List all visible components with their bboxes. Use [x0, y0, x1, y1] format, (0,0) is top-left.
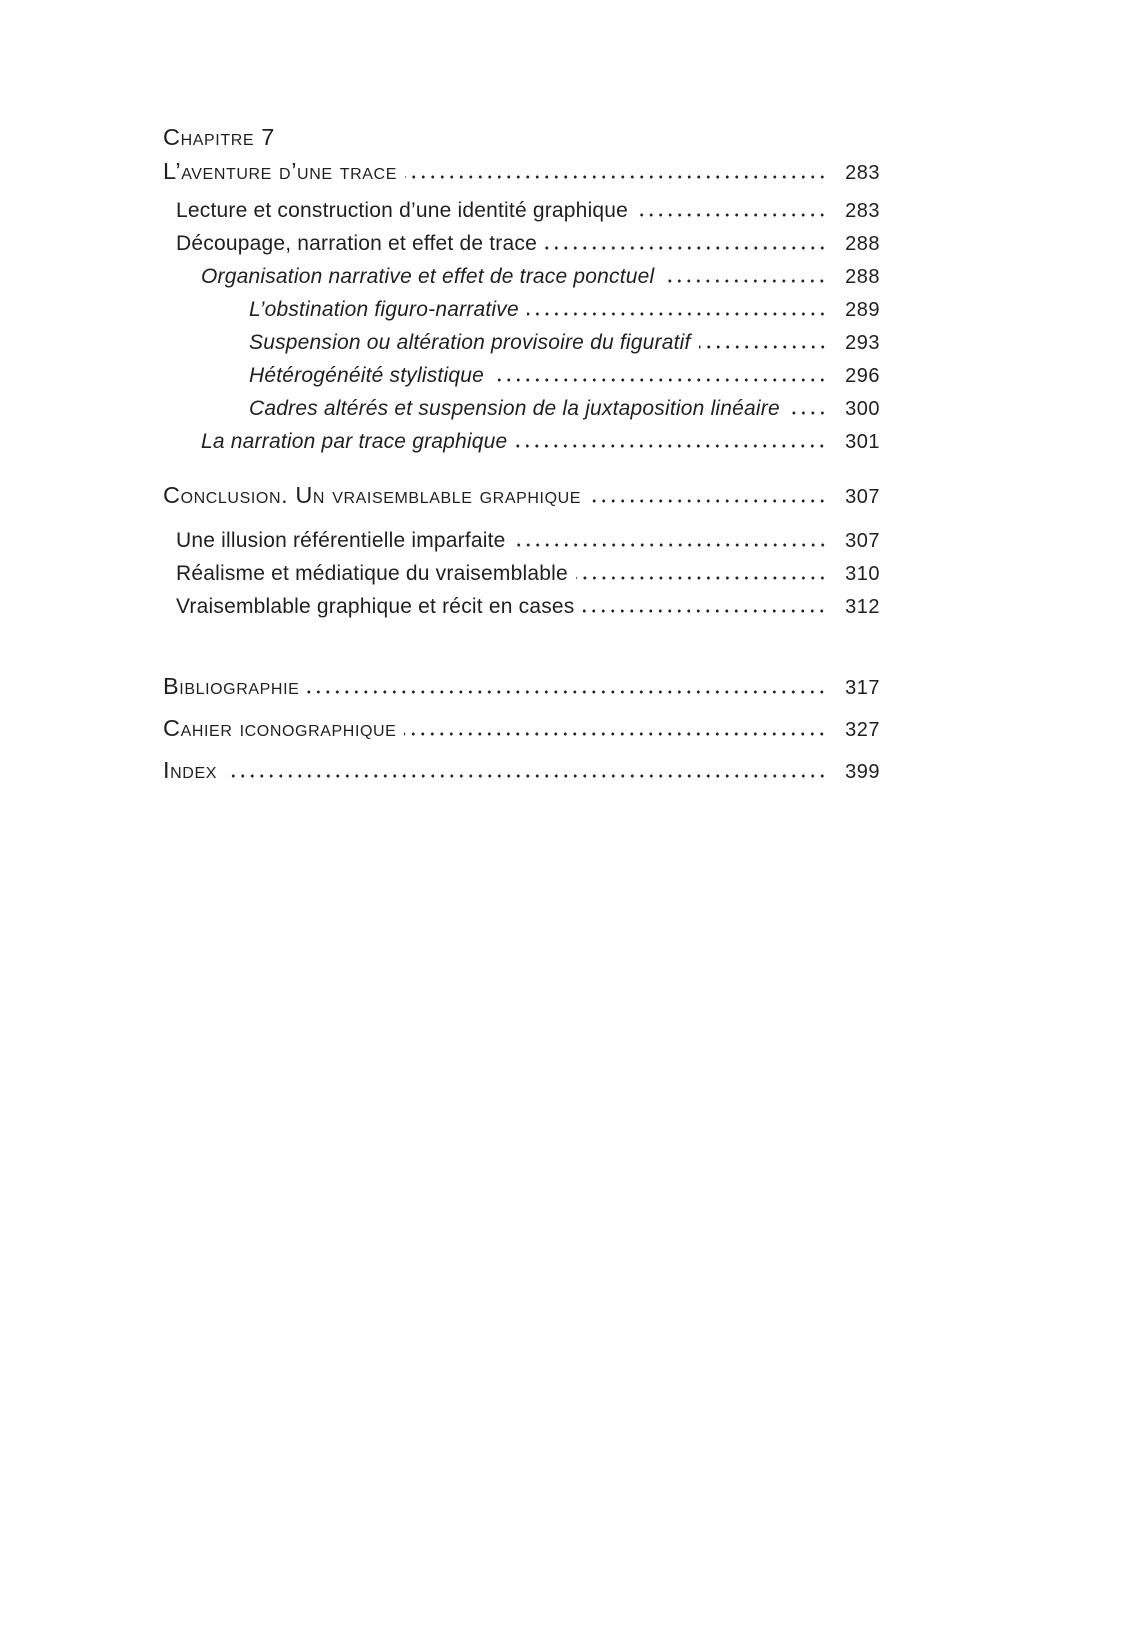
- toc-entry-label: Cahier iconographique: [163, 715, 397, 741]
- toc-entry-bibliography: [163, 669, 880, 703]
- toc-entry-page: 399: [845, 761, 880, 783]
- dot-leader: [404, 732, 827, 736]
- toc-entry: [163, 392, 880, 425]
- dot-leader: [545, 246, 827, 250]
- toc-entry-page: 317: [845, 677, 880, 699]
- toc-entry-page: 307: [845, 486, 880, 508]
- dot-leader: [307, 690, 827, 694]
- toc-entry-page: 296: [845, 365, 880, 387]
- toc-entry-page: 327: [845, 719, 880, 741]
- toc-entry: [163, 260, 880, 293]
- dot-leader: [589, 499, 827, 503]
- toc-entry-label: Conclusion. Un vraisemblable graphique: [163, 482, 582, 508]
- toc-entry-label: Une illusion référentielle imparfaite: [176, 529, 506, 552]
- toc-entry-label: L’aventure d’une trace: [163, 158, 397, 184]
- toc-entry: [163, 326, 880, 359]
- chapter-number-label: Chapitre 7: [163, 124, 275, 150]
- toc-entry-page: 288: [845, 266, 880, 288]
- toc-entry: [163, 359, 880, 392]
- toc-entry: [163, 194, 880, 227]
- toc-entry-label: Vraisemblable graphique et récit en cases: [176, 595, 575, 618]
- toc-entry-page: 310: [845, 563, 880, 585]
- toc-entry-label: Cadres altérés et suspension de la juxtaposition linéaire: [249, 397, 780, 420]
- toc-entry-page: 283: [845, 162, 880, 184]
- dot-leader: [576, 576, 827, 580]
- toc-entry-label: Réalisme et médiatique du vraisemblable: [176, 562, 568, 585]
- toc-entry-label: Bibliographie: [163, 673, 300, 699]
- toc-entry-page: 289: [845, 299, 880, 321]
- toc-entry-page: 300: [845, 398, 880, 420]
- toc-entry-chapter-title: [163, 154, 880, 188]
- dot-leader: [405, 175, 827, 179]
- toc-entry-label: Suspension ou altération provisoire du figuratif: [249, 331, 691, 354]
- dot-leader: [662, 279, 827, 283]
- toc-entry-label: L’obstination figuro-narrative: [249, 298, 519, 321]
- dot-leader: [788, 411, 827, 415]
- toc-entry-page: 312: [845, 596, 880, 618]
- dot-leader: [514, 543, 827, 547]
- dot-leader: [699, 345, 827, 349]
- toc-entry-conclusion: [163, 478, 880, 512]
- toc-entry-plates: [163, 711, 880, 745]
- toc-entry-label: Organisation narrative et effet de trace ponctuel: [201, 265, 655, 288]
- dot-leader: [225, 774, 827, 778]
- dot-leader: [515, 444, 827, 448]
- toc-entry-label: La narration par trace graphique: [201, 430, 508, 453]
- toc-entry-label: Index: [163, 757, 217, 783]
- toc-entry: [163, 293, 880, 326]
- toc-entry-page: 283: [845, 200, 880, 222]
- toc-entry: [163, 590, 880, 623]
- toc-entry: [163, 227, 880, 260]
- dot-leader: [636, 213, 827, 217]
- toc-entry-page: 293: [845, 332, 880, 354]
- toc-entry-label: Découpage, narration et effet de trace: [176, 232, 537, 255]
- toc-entry-label: Hétérogénéité stylistique: [249, 364, 484, 387]
- toc-entry-page: 307: [845, 530, 880, 552]
- toc-entry-label: Lecture et construction d’une identité graphique: [176, 199, 629, 222]
- dot-leader: [527, 312, 827, 316]
- toc-entry: [163, 524, 880, 557]
- toc-entry: [163, 425, 880, 458]
- toc-entry-page: 288: [845, 233, 880, 255]
- toc-entry: [163, 557, 880, 590]
- chapter-number-line: [163, 120, 880, 154]
- dot-leader: [582, 609, 827, 613]
- dot-leader: [492, 378, 827, 382]
- toc-entry-page: 301: [845, 431, 880, 453]
- toc-entry-index: [163, 753, 880, 787]
- table-of-contents: [163, 120, 880, 787]
